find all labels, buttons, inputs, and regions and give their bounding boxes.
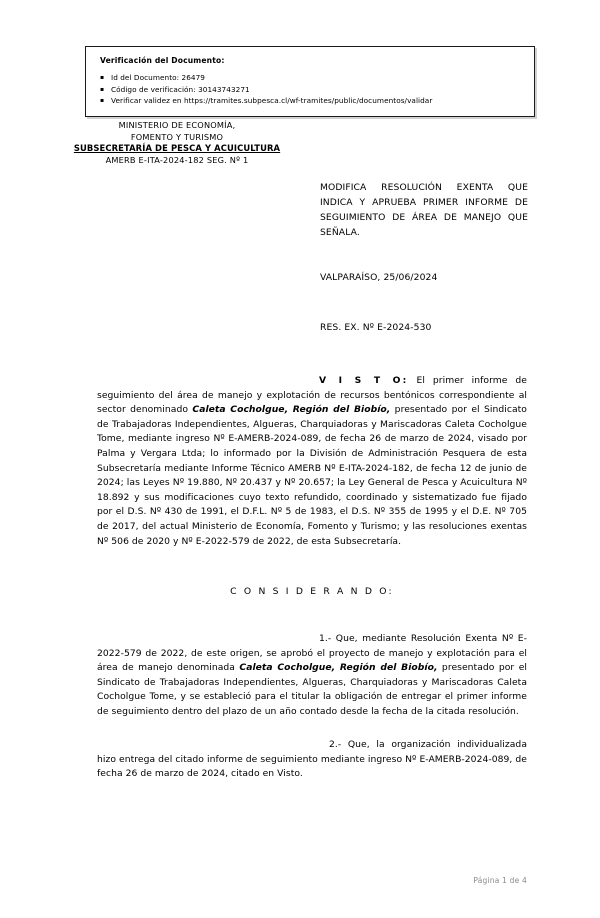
considerando-item-1-text-part1: Nº E-2022-579 de 2022, de este origen, se aprobó el proyecto de manejo y explotación para el área de manejo denominada — [97, 633, 527, 674]
letterhead-file-code: AMERB E-ITA-2024-182 SEG. Nº 1 — [105, 154, 249, 165]
considerando-heading: C O N S I D E R A N D O: — [230, 586, 394, 597]
visto-heading: V I S T O: — [319, 375, 409, 386]
verification-item-document-id — [100, 72, 522, 84]
bullet-icon: ▪ — [100, 85, 105, 93]
visto-section — [97, 374, 527, 549]
place-and-date: VALPARAÍSO, 25/06/2024 — [320, 272, 438, 283]
letterhead-ministry-line1: MINISTERIO DE ECONOMÍA, — [118, 120, 236, 130]
bullet-icon: ▪ — [100, 97, 105, 104]
verification-box — [85, 46, 535, 117]
verification-box-inner — [85, 46, 535, 117]
visto-text-part2: presentado por el Sindicato de Trabajadoras Independientes, Algueras, Charquiadoras y Mariscadoras Caleta Cocholgue Tome, mediante ingreso Nº E-AMERB-2024-089, de fecha 26 de marzo de 2024, visado por Palma y Vergara Ltda; lo informado por la División de Administración Pesquera de esta Subsecretaría mediante Informe Técnico AMERB Nº E-ITA-2024-182, de fecha 12 de junio de 2024; las Leyes Nº 19.880, Nº 20.437 y Nº 20.657; la Ley General de Pesca y Acuicultura Nº 18.892 y sus modificaciones cuyo texto refundido, coordinado y sistematizado fue fijado por el D.S. Nº 430 de 1991, el D.F.L. Nº 5 de 1983, el D.S. Nº 355 de 1995 y el D.E. Nº 705 de 2017, del actual Ministerio de Economía, Fomento y Turismo; y las resoluciones exentas Nº 506 de 2020 y Nº E-2022-579 de 2022, de esta Subsecretaría. — [97, 404, 527, 547]
page-footer — [0, 876, 527, 885]
verification-item-label: Código de verificación: 30143743271 — [111, 84, 250, 94]
verification-item-url — [100, 95, 522, 107]
letterhead-ministry-line2: FOMENTO Y TURISMO — [130, 131, 224, 142]
resolution-number — [320, 322, 431, 333]
visto-paragraph — [97, 374, 527, 549]
considerando-item-1-area-name: Caleta Cocholgue, Región del Biobío, — [239, 662, 438, 674]
considerando-item-2 — [97, 738, 527, 782]
visto-text-part1: El primer informe de seguimiento del área de manejo y explotación de recursos bentónicos correspondiente al sector denominado — [97, 375, 527, 416]
considerando-item-2-paragraph — [97, 738, 527, 782]
verification-item-label: Id del Documento: 26479 — [111, 73, 205, 82]
considerando-item-2-text: hizo entrega del citado informe de seguimiento mediante ingreso Nº E-AMERB-2024-089, de fecha 26 de marzo de 2024, citado en Visto. — [97, 753, 527, 780]
visto-area-name: Caleta Cocholgue, Región del Biobío, — [192, 404, 391, 416]
letterhead-subsecretary: SUBSECRETARÍA DE PESCA Y ACUICULTURA — [73, 143, 281, 153]
considerando-item-1-text-part2: presentado por el Sindicato de Trabajadoras Independientes, Algueras, Charquiadoras y Mariscadoras Caleta Cocholgue Tome, y se estableció para el titular la obligación de entregar el primer informe de seguimiento dentro del plazo de un año contado desde la fecha de la citada resolución. — [97, 662, 528, 717]
verification-item-code — [100, 84, 522, 96]
considerando-item-1-lead: 1.- Que, mediante Resolución Exenta — [319, 633, 498, 644]
considerando-item-1 — [97, 632, 527, 720]
document-subject-title: MODIFICA RESOLUCIÓN EXENTA QUE INDICA Y APRUEBA PRIMER INFORME DE SEGUIMIENTO DE ÁREA DE MANEJO QUE SEÑALA. — [320, 182, 528, 238]
bullet-icon: ▪ — [100, 74, 105, 81]
verification-item-label: Verificar validez en https://tramites.subpesca.cl/wf-tramites/public/documentos/validar — [111, 96, 433, 105]
resolution-number-label: RES. EX. Nº E-2024-530 — [320, 322, 432, 333]
considerando-item-1-paragraph — [97, 632, 527, 720]
verification-list — [100, 72, 522, 107]
letterhead — [62, 120, 292, 166]
considerando-item-2-lead: 2.- Que, la organización individualizada — [329, 739, 527, 750]
verification-title: Verificación del Documento: — [100, 56, 225, 65]
page-number-label: Página 1 de 4 — [473, 876, 527, 885]
